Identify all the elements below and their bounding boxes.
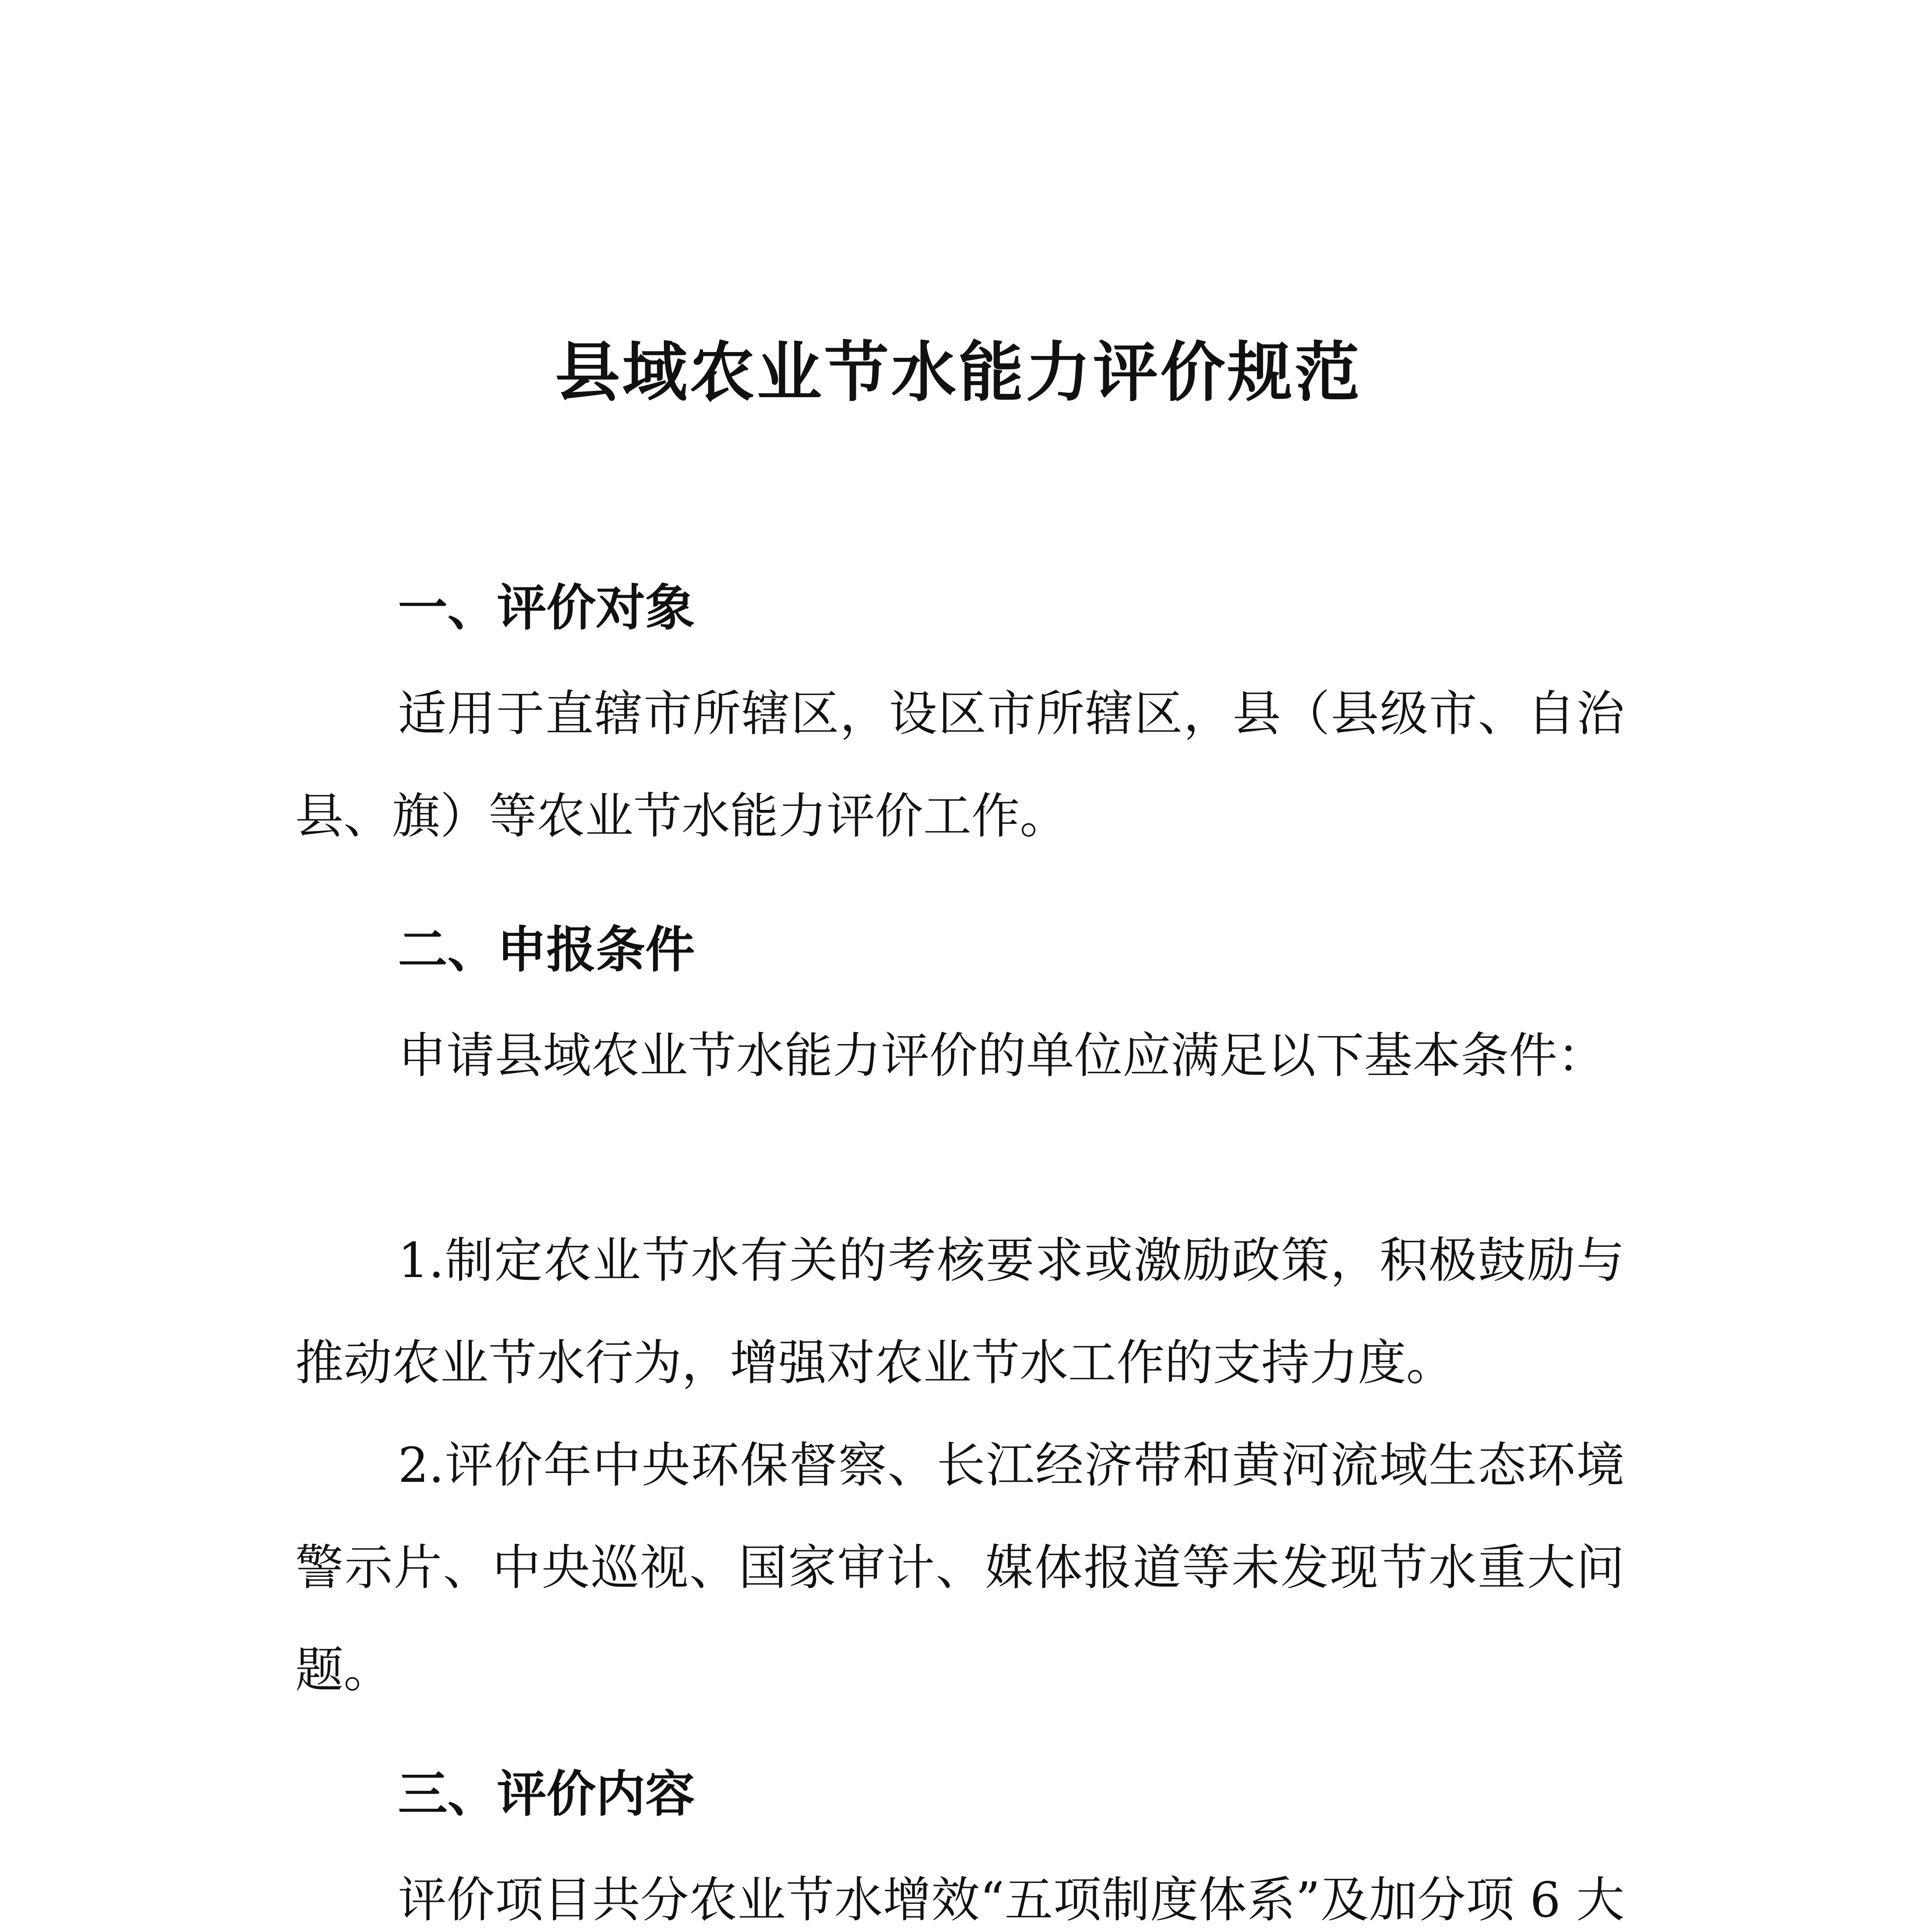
section-heading-application-conditions: 二、申报条件: [398, 921, 695, 979]
paragraph-application-intro: 申请县域农业节水能力评价的单位应满足以下基本条件：: [398, 1028, 1606, 1084]
document-title: 县域农业节水能力评价规范: [555, 335, 1362, 410]
paragraph-condition-2: 2.评价年中央环保督察、长江经济带和黄河流域生态环境警示片、中央巡视、国家审计、媒体报道等未发现节水重大问题。: [295, 1437, 1624, 1698]
section-heading-evaluation-content: 三、评价内容: [398, 1765, 695, 1823]
section-heading-evaluation-object: 一、评价对象: [398, 579, 695, 637]
paragraph-evaluation-content: 评价项目共分农业节水增效“五项制度体系”及加分项 6 大: [398, 1872, 1624, 1928]
paragraph-condition-1: 1.制定农业节水有关的考核要求或激励政策，积极鼓励与推动农业节水行为，增强对农业节水工作的支持力度。: [295, 1233, 1624, 1391]
paragraph-evaluation-object: 适用于直辖市所辖区，设区市所辖区，县（县级市、自治县、旗）等农业节水能力评价工作。: [295, 686, 1624, 844]
